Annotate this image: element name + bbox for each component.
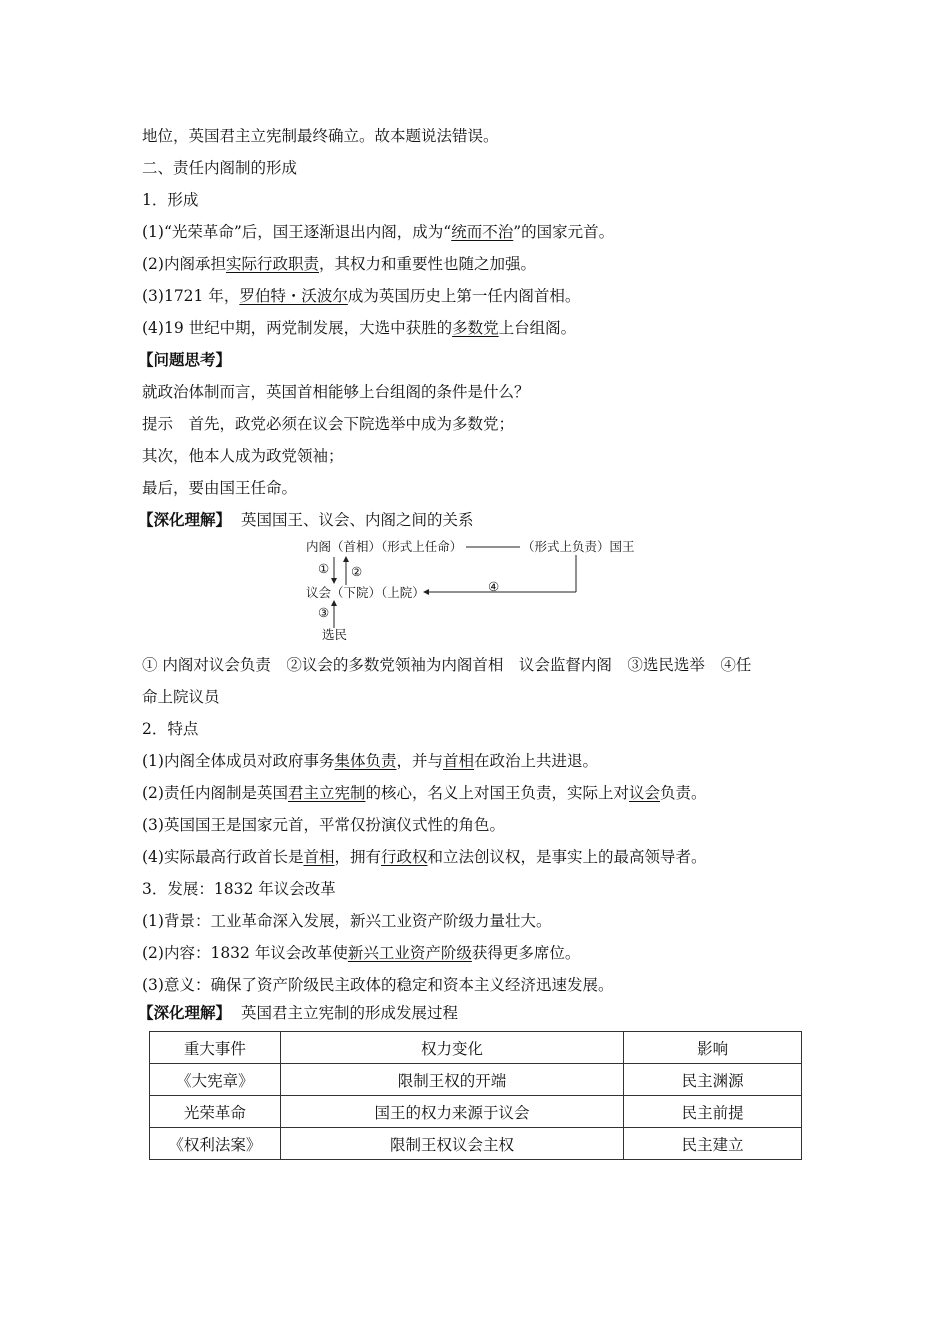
text: 在政治上共进退。 <box>474 752 599 770</box>
paragraph-line: 命上院议员 <box>142 688 220 706</box>
table-row <box>150 1064 802 1096</box>
table-header-row <box>150 1032 802 1064</box>
text: 上台组阁。 <box>498 319 577 337</box>
paragraph-line: (1)背景：工业革命深入发展，新兴工业资产阶级力量壮大。 <box>142 912 552 930</box>
text: ，并与 <box>396 752 443 770</box>
table-row <box>150 1128 802 1160</box>
paragraph-line <box>142 222 614 242</box>
paragraph-line <box>142 751 598 771</box>
question-tag: 【问题思考】 <box>138 350 232 369</box>
text: (1)内阁全体成员对政府事务 <box>142 752 335 770</box>
underlined-term: 实际行政职责 <box>225 255 319 273</box>
table-cell: 《大宪章》 <box>150 1064 281 1096</box>
diagram-cabinet-label: 内阁（首相）（形式上任命） <box>306 539 463 554</box>
text: (4)19 世纪中期，两党制发展，大选中获胜的 <box>142 319 453 337</box>
text: 获得更多席位。 <box>471 944 581 962</box>
subsection-heading: 1．形成 <box>142 191 199 209</box>
table-cell: 民主渊源 <box>624 1064 802 1096</box>
deepen-tag: 【深化理解】 <box>138 510 232 529</box>
underlined-term: 君主立宪制 <box>287 784 366 802</box>
underlined-term: 新兴工业资产阶级 <box>347 944 472 962</box>
table-header-cell: 权力变化 <box>280 1032 623 1064</box>
text: 成为英国历史上第一任内阁首相。 <box>347 287 581 305</box>
text: (2)内阁承担 <box>142 255 226 273</box>
paragraph-line: (3)英国国王是国家元首，平常仅扮演仪式性的角色。 <box>142 816 505 834</box>
deepen-heading <box>138 1003 458 1023</box>
table-header-cell: 重大事件 <box>150 1032 281 1064</box>
section-heading: 二、责任内阁制的形成 <box>142 159 298 177</box>
table-cell: 《权利法案》 <box>150 1128 281 1160</box>
diagram-parliament-label: 议会（下院）（上院） <box>306 585 425 600</box>
paragraph-line: (3)意义：确保了资产阶级民主政体的稳定和资本主义经济迅速发展。 <box>142 976 614 994</box>
paragraph-line <box>142 318 576 338</box>
diagram-king-label: （形式上负责）国王 <box>522 539 635 554</box>
underlined-term: 首相 <box>303 848 335 866</box>
paragraph-line: 提示 首先，政党必须在议会下院选举中成为多数党； <box>142 415 515 433</box>
deepen-heading <box>138 510 474 530</box>
text: 英国国王、议会、内阁之间的关系 <box>241 511 474 529</box>
development-table <box>149 1031 802 1160</box>
paragraph-line <box>142 943 580 963</box>
paragraph-line <box>142 783 707 803</box>
text: (3)1721 年， <box>142 287 240 305</box>
table-cell: 民主建立 <box>624 1128 802 1160</box>
underlined-term: 统而不治 <box>451 223 514 241</box>
underlined-term: 议会 <box>629 784 661 802</box>
paragraph-line: 最后，要由国王任命。 <box>142 479 298 497</box>
text: 的核心，名义上对国王负责，实际上对 <box>365 784 629 802</box>
paragraph-line: 就政治体制而言，英国首相能够上台组阁的条件是什么？ <box>142 383 530 401</box>
text: ，其权力和重要性也随之加强。 <box>318 255 536 273</box>
table-cell: 光荣革命 <box>150 1096 281 1128</box>
table-cell: 限制王权议会主权 <box>280 1128 623 1160</box>
table-cell: 民主前提 <box>624 1096 802 1128</box>
text: (2)责任内阁制是英国 <box>142 784 288 802</box>
diagram-marker-1: ① <box>318 561 330 576</box>
subsection-heading: 3．发展：1832 年议会改革 <box>142 880 336 898</box>
paragraph-line: ① 内阁对议会负责 ②议会的多数党领袖为内阁首相 议会监督内阁 ③选民选举 ④任 <box>142 656 752 674</box>
text: (2)内容：1832 年议会改革使 <box>142 944 348 962</box>
diagram-marker-4: ④ <box>488 579 500 594</box>
table-cell: 限制王权的开端 <box>280 1064 623 1096</box>
subsection-heading: 2．特点 <box>142 720 199 738</box>
table-cell: 国王的权力来源于议会 <box>280 1096 623 1128</box>
underlined-term: 集体负责 <box>334 752 397 770</box>
text: ，拥有 <box>334 848 381 866</box>
paragraph-line <box>142 286 580 306</box>
text: 负责。 <box>660 784 707 802</box>
deepen-tag: 【深化理解】 <box>138 1003 232 1022</box>
text: 英国君主立宪制的形成发展过程 <box>241 1004 459 1022</box>
text: ”的国家元首。 <box>513 223 615 241</box>
table-row <box>150 1096 802 1128</box>
text: (1)“光荣革命”后，国王逐渐退出内阁，成为“ <box>142 223 452 241</box>
diagram-marker-2: ② <box>351 564 363 579</box>
relationship-diagram <box>298 535 658 645</box>
underlined-term: 首相 <box>443 752 475 770</box>
paragraph-line <box>142 254 536 274</box>
diagram-voters-label: 选民 <box>322 627 348 642</box>
underlined-term: 行政权 <box>381 848 428 866</box>
diagram-marker-3: ③ <box>318 605 330 620</box>
paragraph-line: 其次，他本人成为政党领袖； <box>142 447 344 465</box>
paragraph-line <box>142 847 707 867</box>
underlined-term: 罗伯特・沃波尔 <box>239 287 348 305</box>
table-header-cell: 影响 <box>624 1032 802 1064</box>
underlined-term: 多数党 <box>452 319 499 337</box>
text: 和立法创议权，是事实上的最高领导者。 <box>427 848 707 866</box>
paragraph-line: 地位，英国君主立宪制最终确立。故本题说法错误。 <box>142 127 499 145</box>
text: (4)实际最高行政首长是 <box>142 848 304 866</box>
